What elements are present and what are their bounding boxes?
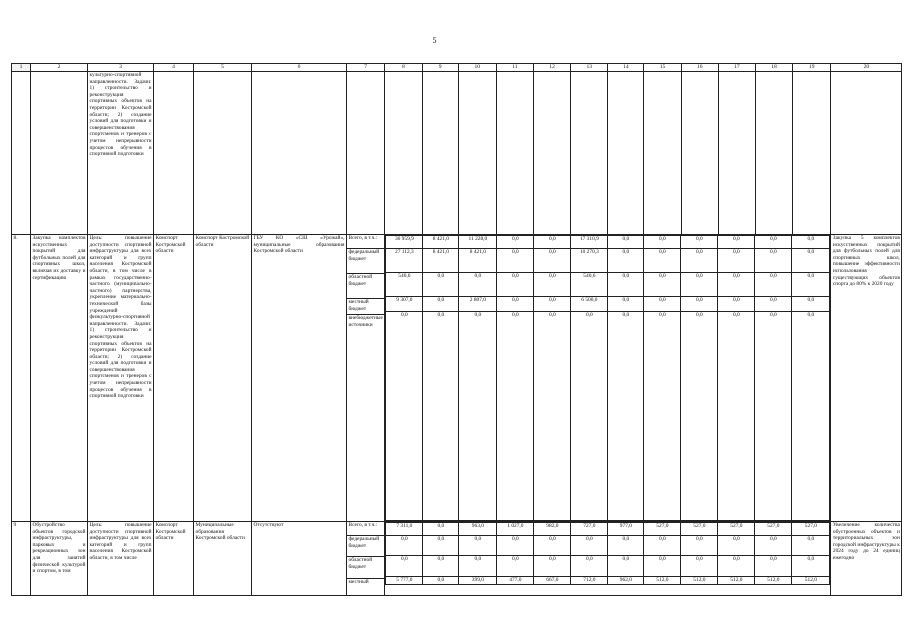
values-grid	[385, 235, 830, 521]
col-header: 9	[422, 64, 458, 72]
value-cell: 0,0	[423, 577, 459, 585]
value-cell: 0,0	[755, 536, 792, 556]
value-cell: 0,0	[755, 236, 792, 249]
value-cell: 0,0	[681, 273, 718, 297]
source-label: областной бюджет	[347, 557, 384, 579]
header-row	[12, 64, 902, 72]
value-cell: 512,0	[718, 577, 755, 585]
value-cell: 0,0	[792, 297, 830, 312]
value-cell: 982,0	[534, 523, 571, 536]
page-number: 5	[432, 36, 437, 45]
value-cell: 11 228,0	[459, 236, 497, 249]
value-cell: 0,0	[497, 273, 534, 297]
value-cell: 0,0	[608, 536, 644, 556]
value-cell: 0,0	[644, 556, 681, 577]
value-cell: 0,0	[681, 556, 718, 577]
value-cell: 8 421,0	[423, 249, 459, 273]
col-header: 15	[644, 64, 681, 72]
value-cell: 0,0	[534, 249, 571, 273]
value-cell: 0,0	[497, 236, 534, 249]
source-label: федеральный бюджет	[347, 249, 384, 274]
col-header: 20	[831, 64, 902, 72]
value-cell: 0,0	[534, 236, 571, 249]
value-cell: 527,0	[644, 523, 681, 536]
col-header: 5	[194, 64, 252, 72]
row-number: 9	[12, 522, 31, 596]
value-cell: 0,0	[386, 556, 423, 577]
source-label: местный бюджет	[347, 299, 384, 315]
value-cell: 0,0	[718, 536, 755, 556]
col-header: 17	[718, 64, 755, 72]
col-header: 18	[755, 64, 792, 72]
value-cell: 0,0	[534, 556, 571, 577]
value-cell: 5 777,0	[386, 577, 423, 585]
value-cell: 6 500,0	[571, 297, 608, 312]
co-executor: Комспорт Костромской области	[194, 235, 252, 522]
row-number: 8.	[12, 235, 31, 522]
col-header: 8	[385, 64, 422, 72]
col-header: 11	[496, 64, 533, 72]
value-cell: 27 112,3	[386, 249, 423, 273]
value-cell: 0,0	[792, 249, 830, 273]
value-cell: 0,0	[497, 297, 534, 312]
value-cell: 0,0	[534, 297, 571, 312]
value-cell: 0,0	[608, 556, 644, 577]
value-cell: 0,0	[423, 312, 459, 521]
goal-text: Цель: повышение доступности спортивной инфраструктуры для всех категорий и групп населения Костромской области, в том числе	[88, 522, 154, 596]
value-cell: 527,0	[681, 523, 718, 536]
value-cell: 0,0	[497, 312, 534, 521]
value-cell: 0,0	[423, 297, 459, 312]
value-cell: 0,0	[644, 236, 681, 249]
source-label: Всего, в т.ч.:	[347, 235, 384, 249]
value-cell: 0,0	[571, 312, 608, 521]
table-row	[12, 522, 902, 596]
value-cell: 0,0	[718, 249, 755, 273]
value-cell: 0,0	[755, 312, 792, 521]
value-cell: 0,0	[718, 297, 755, 312]
goal-text-continued: культурно-спортивной направленности. Задачи: 1) строительство и реконструкция спортивных объектов на территории Костромской области; 2) создание условий для подготовки и совершенствования спортсменов и тренеров с учетом непрерывности процессов обучения в спортивной подготовки	[88, 72, 154, 235]
value-cell: 0,0	[681, 312, 718, 521]
value-cell: 0,0	[459, 273, 497, 297]
value-cell: 0,0	[423, 523, 459, 536]
value-cell: 512,0	[755, 577, 792, 585]
value-cell: 527,0	[755, 523, 792, 536]
value-cell: 8 421,0	[423, 236, 459, 249]
col-header: 4	[154, 64, 194, 72]
value-cell: 0,0	[497, 556, 534, 577]
funding-sources	[347, 235, 385, 522]
col-header: 7	[347, 64, 385, 72]
measure-name: Обустройство объектов городской инфраструктуры, парковых и рекреационных зон для занятий физической культурой и спортом, в том	[31, 522, 88, 596]
value-cell: 540,6	[571, 273, 608, 297]
col-header: 12	[534, 64, 571, 72]
source-label: Всего, в т.ч.:	[347, 522, 384, 536]
value-cell: 0,0	[792, 236, 830, 249]
value-cell: 1 027,0	[497, 523, 534, 536]
value-cell: 0,0	[755, 556, 792, 577]
value-cell: 2 807,0	[459, 297, 497, 312]
value-cell: 667,0	[534, 577, 571, 585]
value-cell: 0,0	[792, 312, 830, 521]
value-cell: 0,0	[459, 312, 497, 521]
value-cell: 0,0	[423, 556, 459, 577]
col-header: 1	[12, 64, 31, 72]
value-cell: 0,0	[644, 273, 681, 297]
value-cell: 0,0	[534, 312, 571, 521]
value-cell: 712,0	[571, 577, 608, 585]
values-grid	[385, 522, 830, 585]
budget-table	[11, 63, 902, 596]
value-cell: 399,0	[459, 577, 497, 585]
goal-text: Цель: повышение доступности спортивной инфраструктуры для всех категорий и групп населения Костромской области, в том числе в рамках государственно-частного (муниципально-частного) партнерства, укрепление материально-технической базы учреждений физкультурно-спортивной направленности. Задачи: 1) строительство и реконструкция спортивных объектов на территории Костромской области; 2) создание условий для подготовки и совершенствования спортсменов и тренеров с учетом непрерывности процессов обучения в спортивной подготовки	[88, 235, 154, 522]
value-cell: 0,0	[718, 273, 755, 297]
value-cell: 0,0	[681, 249, 718, 273]
source-label: внебюджетные источники	[348, 315, 383, 328]
value-cell: 9 307,0	[386, 297, 423, 312]
value-cell: 0,0	[459, 536, 497, 556]
value-cell: 977,0	[608, 523, 644, 536]
responsible-executor: Комспорт Костромской области	[154, 235, 194, 522]
value-cell: 512,0	[681, 577, 718, 585]
source-label: областной бюджет	[347, 274, 384, 299]
value-cell: 0,0	[792, 273, 830, 297]
value-cell: 0,0	[386, 312, 423, 521]
value-cell: 0,0	[608, 249, 644, 273]
value-cell: 0,0	[497, 536, 534, 556]
col-header: 2	[31, 64, 88, 72]
measure-name: Закупка комплектов искусственных покрытий для футбольных полей для спортивных школ, включая их доставку и сертификацию	[31, 235, 88, 522]
col-header: 13	[571, 64, 608, 72]
co-executor: Муниципальные образования Костромской области	[194, 522, 252, 596]
value-cell: 0,0	[681, 297, 718, 312]
value-cell: 7 311,0	[386, 523, 423, 536]
value-cell: 0,0	[497, 249, 534, 273]
source-label: федеральный бюджет	[347, 536, 384, 557]
value-cell: 963,0	[459, 523, 497, 536]
expected-result: Увеличение количества обустроенных объектов и территориальных зон городской инфраструктуры к 2024 году до 24 единиц ежегодно	[831, 522, 902, 596]
value-cell: 0,0	[386, 536, 423, 556]
value-cell: 0,0	[608, 273, 644, 297]
value-cell: 0,0	[718, 236, 755, 249]
value-cell: 10 270,3	[571, 249, 608, 273]
value-cell: 0,0	[681, 536, 718, 556]
col-header: 14	[608, 64, 644, 72]
value-cell: 0,0	[755, 249, 792, 273]
table-row	[12, 235, 902, 522]
value-cell: 0,0	[423, 536, 459, 556]
value-cell: 540,6	[386, 273, 423, 297]
responsible-executor: Комспорт Костромской области	[154, 522, 194, 596]
value-cell: 0,0	[792, 556, 830, 577]
value-cell: 0,0	[644, 249, 681, 273]
col-header: 3	[88, 64, 154, 72]
value-cell: 0,0	[571, 536, 608, 556]
participants: ГБУ КО «СШ «Урожай», муниципальные образования Костромской области	[252, 235, 347, 522]
value-cell: 0,0	[792, 536, 830, 556]
value-cell: 0,0	[608, 312, 644, 521]
value-cell: 0,0	[423, 273, 459, 297]
value-cell: 0,0	[644, 312, 681, 521]
value-cell: 512,0	[792, 577, 830, 585]
value-cell: 0,0	[571, 556, 608, 577]
value-cell: 527,0	[718, 523, 755, 536]
value-cell: 527,0	[792, 523, 830, 536]
col-header: 16	[681, 64, 718, 72]
value-cell: 36 959,9	[386, 236, 423, 249]
value-cell: 512,0	[644, 577, 681, 585]
value-cell: 0,0	[608, 236, 644, 249]
source-label: местный	[348, 579, 369, 585]
value-cell: 727,0	[571, 523, 608, 536]
continued-row	[12, 72, 902, 235]
value-cell: 0,0	[608, 297, 644, 312]
value-cell: 0,0	[755, 297, 792, 312]
value-cell: 0,0	[718, 312, 755, 521]
value-cell: 0,0	[534, 273, 571, 297]
col-header: 19	[793, 64, 831, 72]
participants: Отсутствуют	[252, 522, 347, 596]
value-cell: 0,0	[534, 536, 571, 556]
value-cell: 477,0	[497, 577, 534, 585]
value-cell: 0,0	[718, 556, 755, 577]
value-cell: 0,0	[459, 556, 497, 577]
value-cell: 962,0	[608, 577, 644, 585]
funding-sources	[347, 522, 385, 596]
value-cell: 0,0	[681, 236, 718, 249]
expected-result: Закупка 5 комплектов искусственных покрытий для футбольных полей для спортивных школ, повышение эффективности использования существующих объектов спорта до 80% к 2020 году	[831, 235, 902, 522]
col-header: 6	[252, 64, 347, 72]
value-cell: 17 310,9	[571, 236, 608, 249]
value-cell: 0,0	[755, 273, 792, 297]
value-cell: 0,0	[644, 297, 681, 312]
value-cell: 0,0	[644, 536, 681, 556]
col-header: 10	[458, 64, 496, 72]
value-cell: 8 421,0	[459, 249, 497, 273]
